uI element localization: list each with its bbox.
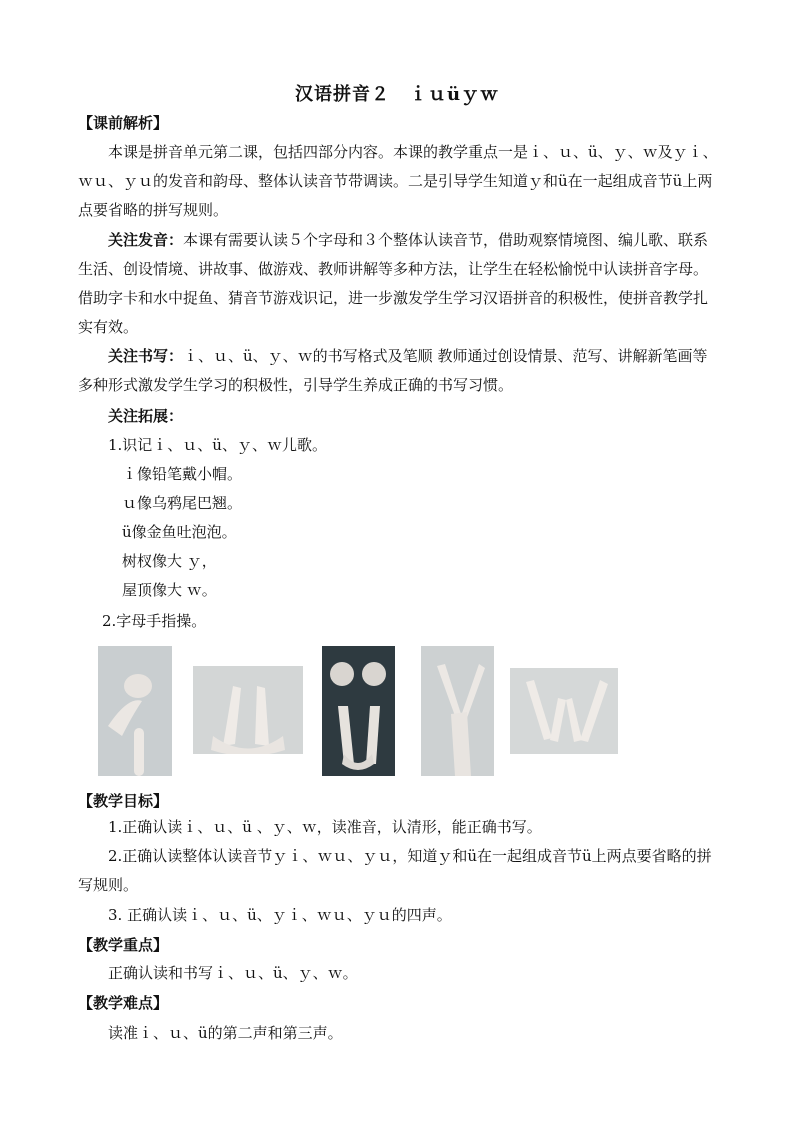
intro-paragraph: 本课是拼音单元第二课，包括四部分内容。本课的教学重点一是ｉ、ｕ、ü、ｙ、ｗ及ｙｉ、ｗｕ、ｙｕ的发音和韵母、整体认读音节带调读。二是引导学生知道ｙ和ü在一起组成音节ü上两点要省略的拼写规则。 — [78, 143, 718, 219]
hand-photo-i — [98, 646, 172, 776]
difficulties-text: 读准ｉ、ｕ、ü的第二声和第三声。 — [108, 1024, 343, 1042]
hand-y-icon — [421, 646, 494, 776]
writing-label: 关注书写： — [108, 347, 184, 365]
hand-u-umlaut-icon — [322, 646, 395, 776]
extension-label: 关注拓展： — [108, 407, 184, 425]
finger-exercise-photos — [98, 646, 628, 776]
page-title: 汉语拼音２ ｉｕüｙｗ — [294, 84, 500, 105]
objective-item-2: 2.正确认读整体认读音节ｙｉ、ｗｕ、ｙｕ，知道ｙ和ü在一起组成音节ü上两点要省略的拼写规则。 — [78, 847, 712, 894]
hand-u-icon — [193, 666, 303, 754]
objective-item-3: 3. 正确认读ｉ、ｕ、ü、ｙｉ、ｗｕ、ｙｕ的四声。 — [108, 906, 452, 924]
writing-text: ｉ、ｕ、ü、ｙ、ｗ的书写格式及笔顺 教师通过创设情景、范写、讲解新笔画等多种形式激发学生学习的积极性，引导学生养成正确的书写习惯。 — [78, 347, 708, 394]
pronunciation-label: 关注发音： — [108, 231, 184, 249]
extension-item-1: 1.识记ｉ、ｕ、ü、ｙ、ｗ儿歌。 — [108, 436, 327, 454]
hand-photo-u-umlaut — [322, 646, 395, 776]
hand-photo-y — [421, 646, 494, 776]
rhyme-line-4: 树杈像大 ｙ， — [122, 552, 217, 570]
heading-difficulties: 【教学难点】 — [78, 994, 169, 1012]
key-points-text: 正确认读和书写ｉ、ｕ、ü、ｙ、ｗ。 — [108, 964, 358, 982]
pronunciation-text: 本课有需要认读５个字母和３个整体认读音节，借助观察情境图、编儿歌、联系生活、创设情境、讲故事、做游戏、教师讲解等多种方法，让学生在轻松愉悦中认读拼音字母。借助字卡和水中捉鱼、猜音节游戏识记，进一步激发学生学习汉语拼音的积极性，使拼音教学扎实有效。 — [78, 231, 709, 336]
rhyme-line-3: ü像金鱼吐泡泡。 — [122, 523, 237, 541]
pronunciation-paragraph — [78, 226, 718, 342]
hand-photo-u — [193, 666, 303, 754]
objective-item-1: 1.正确认读ｉ、ｕ、ü 、ｙ、ｗ，读准音，认清形，能正确书写。 — [108, 818, 542, 836]
hand-i-icon — [98, 646, 172, 776]
heading-objectives: 【教学目标】 — [78, 792, 169, 810]
rhyme-line-1: ｉ像铅笔戴小帽。 — [122, 465, 243, 483]
hand-photo-w — [510, 668, 618, 754]
heading-pre-analysis: 【课前解析】 — [78, 114, 169, 132]
heading-key-points: 【教学重点】 — [78, 936, 169, 954]
rhyme-line-5: 屋顶像大 ｗ。 — [122, 581, 217, 599]
writing-paragraph — [78, 342, 718, 400]
rhyme-line-2: ｕ像乌鸦尾巴翘。 — [122, 494, 243, 512]
hand-w-icon — [510, 668, 618, 754]
extension-item-2: 2.字母手指操。 — [102, 612, 207, 630]
